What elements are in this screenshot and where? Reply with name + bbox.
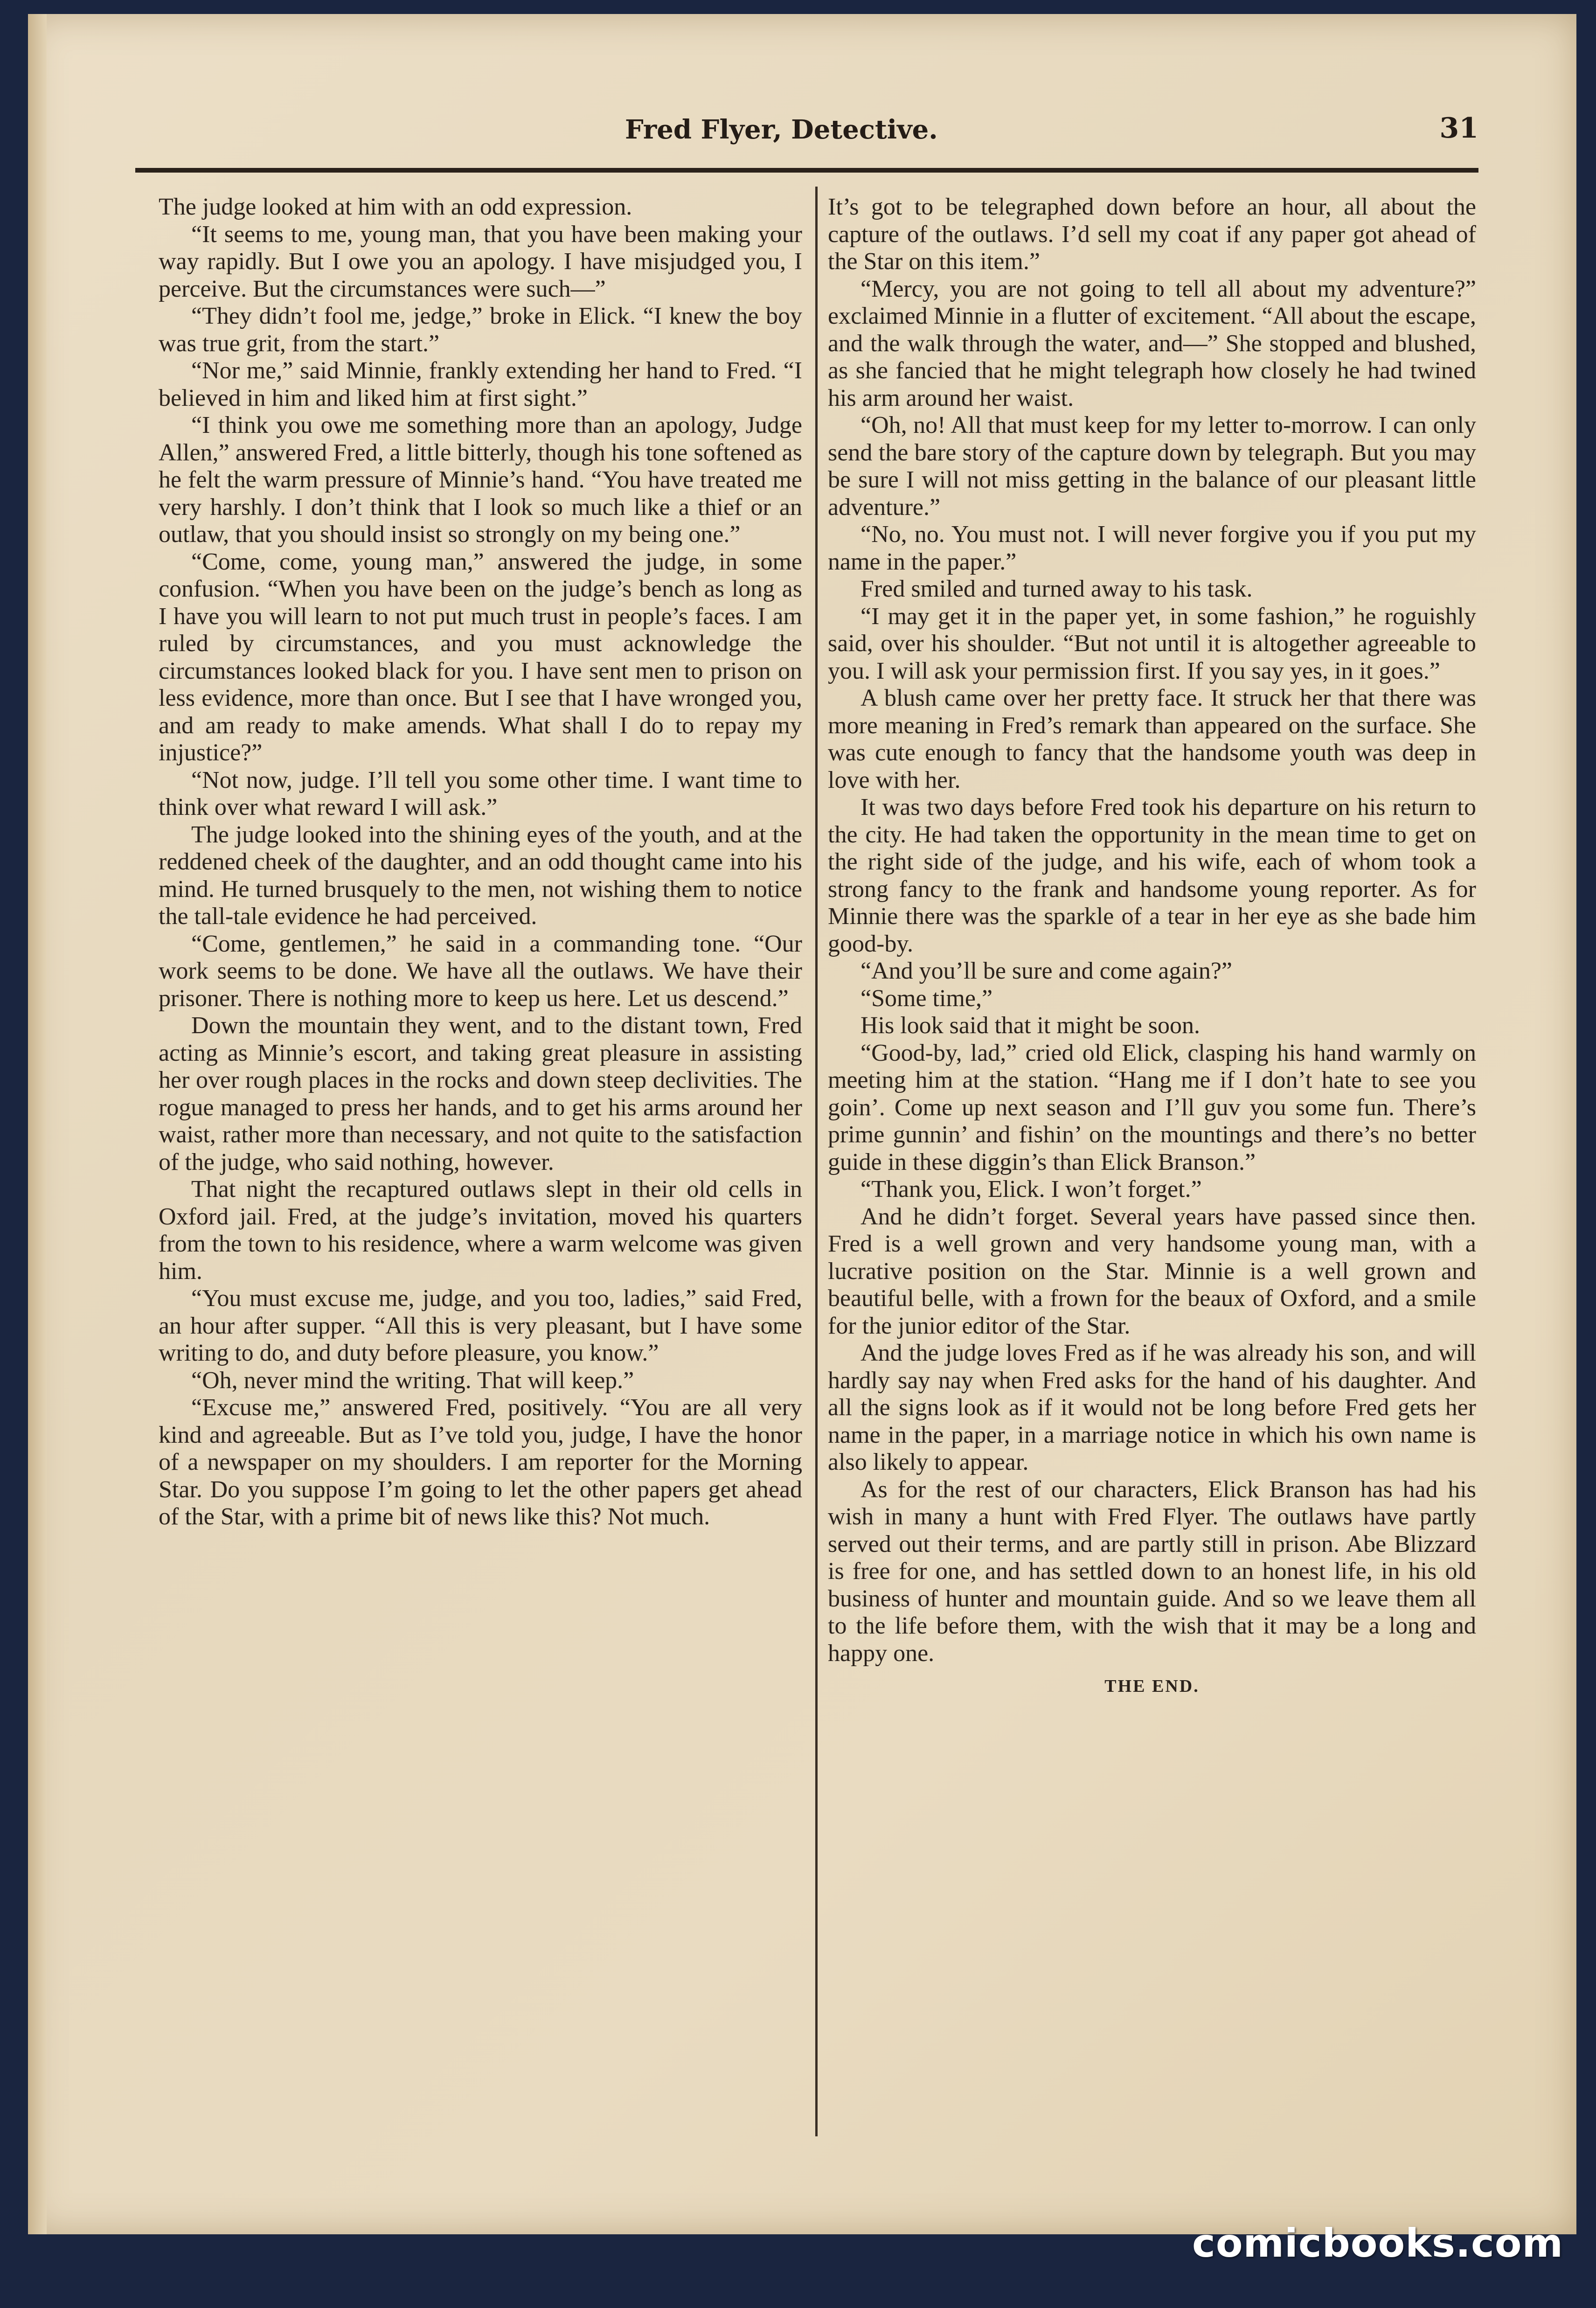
the-end-label: THE END. — [1104, 1676, 1200, 1696]
paragraph: “No, no. You must not. I will never forgive you if you put my name in the paper.” — [828, 521, 1476, 575]
paragraph: The judge looked into the shining eyes of the youth, and at the reddened cheek of the daughter, and an odd thought came into his mind. He turned brusquely to the men, not wishing them to notice the tall-tale evidence he had perceived. — [159, 821, 802, 930]
paragraph: The judge looked at him with an odd expression. — [159, 194, 632, 220]
paragraph: “They didn’t fool me, jedge,” broke in Elick. “I knew the boy was true grit, from the start.” — [159, 303, 802, 357]
book-page — [28, 14, 1576, 2234]
paragraph: “Thank you, Elick. I won’t forget.” — [860, 1176, 1202, 1203]
paragraph: “Some time,” — [860, 985, 993, 1012]
paragraph: And the judge loves Fred as if he was already his son, and will hardly say nay when Fred asks for the hand of his daughter. And all the signs look as if it would not be long before Fred gets her name in the paper, in a marriage notice in which his own name is also likely to appear. — [828, 1340, 1476, 1475]
paragraph: That night the recaptured outlaws slept in their old cells in Oxford jail. Fred, at the judge’s invitation, moved his quarters from the town to his residence, where a warm welcome was given him. — [159, 1176, 802, 1285]
paragraph: His look said that it might be soon. — [860, 1012, 1200, 1039]
running-title: Fred Flyer, Detective. — [625, 114, 938, 145]
page-spine-edge — [28, 14, 47, 2234]
page-header — [135, 103, 1478, 159]
header-rule — [135, 168, 1478, 173]
paragraph: And he didn’t forget. Several years have passed since then. Fred is a well grown and very handsome young man, with a lucrative position on the Star. Minnie is a well grown and beautiful belle, with a frown for the beaux of Oxford, and a smile for the junior editor of the Star. — [828, 1203, 1476, 1339]
column-divider — [815, 187, 818, 2136]
left-column — [159, 194, 802, 1531]
paragraph: “You must excuse me, judge, and you too, ladies,” said Fred, an hour after supper. “All this is very pleasant, but I have some writing to do, and duty before pleasure, you know.” — [159, 1285, 802, 1366]
paragraph: “I think you owe me something more than an apology, Judge Allen,” answered Fred, a little bitterly, though his tone softened as he felt the warm pressure of Minnie’s hand. “You have treated me very harshly. I don’t think that I look so much like a thief or an outlaw, that you should insist so strongly on my being one.” — [159, 412, 802, 548]
paragraph: “Nor me,” said Minnie, frankly extending her hand to Fred. “I believed in him and liked him at first sight.” — [159, 357, 802, 411]
right-column — [828, 194, 1476, 1700]
page-number: 31 — [1439, 112, 1478, 145]
paragraph: Down the mountain they went, and to the distant town, Fred acting as Minnie’s escort, and taking great pleasure in assisting her over rough places in the rocks and down steep declivities. The rogue managed to press her hands, and to get his arms around her waist, rather more than necessary, and not quite to the satisfaction of the judge, who said nothing, however. — [159, 1012, 802, 1175]
paragraph: It’s got to be telegraphed down before an hour, all about the capture of the outlaws. I’d sell my coat if any paper got ahead of the Star on this item.” — [828, 194, 1476, 275]
paragraph: “Excuse me,” answered Fred, positively. “You are all very kind and agreeable. But as I’ve told you, judge, I have the honor of a newspaper on my shoulders. I am reporter for the Morning Star. Do you suppose I’m going to let the other papers get ahead of the Star, with a prime bit of news like this? Not much. — [159, 1394, 802, 1530]
paragraph: Fred smiled and turned away to his task. — [860, 576, 1253, 602]
paragraph: A blush came over her pretty face. It struck her that there was more meaning in Fred’s remark than appeared on the surface. She was cute enough to fancy that the handsome youth was deep in love with her. — [828, 685, 1476, 793]
paragraph: “Not now, judge. I’ll tell you some other time. I want time to think over what reward I will ask.” — [159, 766, 802, 820]
paragraph: “Oh, never mind the writing. That will keep.” — [191, 1367, 634, 1394]
paragraph: “Come, gentlemen,” he said in a commanding tone. “Our work seems to be done. We have all the outlaws. We have their prisoner. There is nothing more to keep us here. Let us descend.” — [159, 930, 802, 1012]
paragraph: “I may get it in the paper yet, in some fashion,” he roguishly said, over his shoulder. “But not until it is altogether agreeable to you. I will ask your permission first. If you say yes, in it goes.” — [828, 603, 1476, 684]
paragraph: It was two days before Fred took his departure on his return to the city. He had taken the opportunity in the mean time to get on the right side of the judge, and his wife, each of whom took a strong fancy to the frank and handsome young reporter. As for Minnie there was the sparkle of a tear in her eye as she bade him good-by. — [828, 794, 1476, 957]
paragraph: “Come, come, young man,” answered the judge, in some confusion. “When you have been on the judge’s bench as long as I have you will learn to not put much trust in people’s faces. I am ruled by circumstances, and you must acknowledge the circumstances looked black for you. I have sent men to prison on less evidence, more than once. But I see that I have wronged you, and am ready to make amends. What shall I do to repay my injustice?” — [159, 548, 802, 766]
paragraph: “And you’ll be sure and come again?” — [860, 958, 1233, 984]
site-watermark: comicbooks.com — [1192, 2220, 1563, 2266]
paragraph: “Mercy, you are not going to tell all about my adventure?” exclaimed Minnie in a flutter of excitement. “All about the escape, and the walk through the water, and—” She stopped and blushed, as she fancied that he might telegraph how closely he had twined his arm around her waist. — [828, 275, 1476, 411]
paragraph: “Good-by, lad,” cried old Elick, clasping his hand warmly on meeting him at the station. “Hang me if I don’t hate to see you goin’. Come up next season and I’ll guv you some fun. There’s prime gunnin’ and fishin’ on the mountings and there’s no better guide in these diggin’s than Elick Branson.” — [828, 1039, 1476, 1175]
paragraph: As for the rest of our characters, Elick Branson has had his wish in many a hunt with Fred Flyer. The outlaws have partly served out their terms, and are partly still in prison. Abe Blizzard is free for one, and has settled down to an honest life, in his old business of hunter and mountain guide. And so we leave them all to the life before them, with the wish that it may be a long and happy one. — [828, 1476, 1476, 1667]
paragraph: “Oh, no! All that must keep for my letter to-morrow. I can only send the bare story of the capture down by telegraph. But you may be sure I will not miss getting in the balance of our pleasant little adventure.” — [828, 412, 1476, 521]
paragraph: “It seems to me, young man, that you have been making your way rapidly. But I owe you an apology. I have misjudged you, I perceive. But the circumstances were such—” — [159, 221, 802, 302]
